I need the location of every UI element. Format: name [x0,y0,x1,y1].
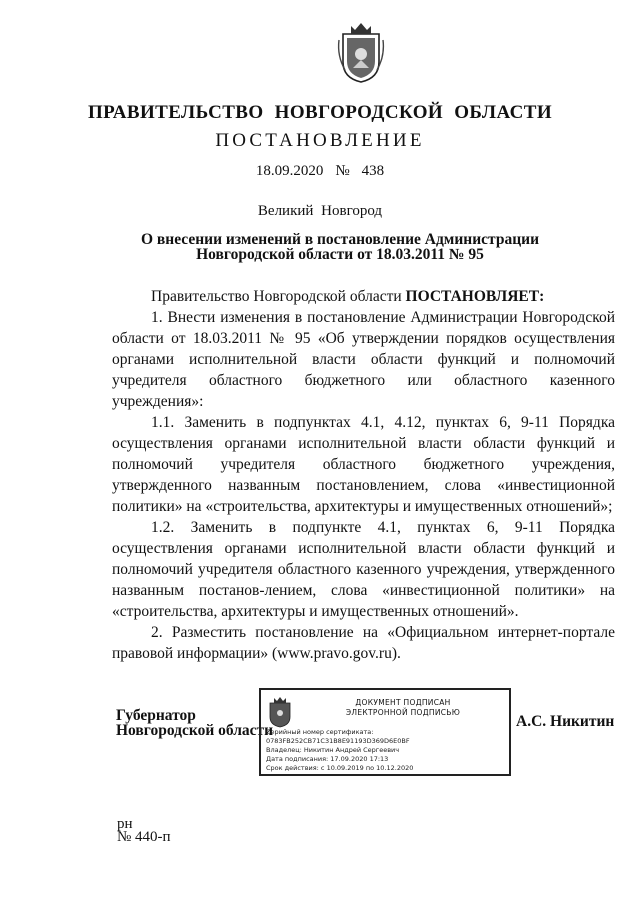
number-sign: № [335,163,350,179]
document-body [112,286,615,664]
stamp-owner: Владелец: Никитин Андрей Сергеевич [266,746,400,754]
subject-line-1: О внесении изменений в постановление Администрации [140,231,539,248]
city: Великий Новгород [257,203,383,219]
footer-ref-number: № 440-п [117,829,171,845]
stamp-title [303,698,503,718]
stamp-title-line-1: ДОКУМЕНТ ПОДПИСАН [355,698,451,707]
stamp-emblem-icon [267,696,293,728]
subject-line-2: Новгородской области от 18.03.2011 № 95 [196,246,484,263]
footer-initials: рн [117,816,133,832]
paragraph-2: 2. Разместить постановление на «Официальном интернет-портале правовой информации» (www.pravo.gov.ru). [112,624,615,662]
intro-paragraph [112,286,615,307]
document-subject [110,232,570,262]
document-type: ПОСТАНОВЛЕНИЕ [215,130,425,151]
document-number: 438 [361,163,385,179]
paragraph-1: 1. Внести изменения в постановление Администрации Новгородской области от 18.03.2011 № 95 «Об утверждении порядков осуществления органами исполнительной власти области функций и полномочий учредителя областного бюджетного или областного казенного учреждения»: [112,309,615,410]
intro-bold: ПОСТАНОВЛЯЕТ: [405,288,545,305]
signatory-name: А.С. Никитин [516,713,615,730]
footer-reference [117,818,171,844]
paragraph-1-2: 1.2. Заменить в подпункте 4.1, пунктах 6, 9-11 Порядка осуществления органами исполнительной власти области функций и полномочий учредителя областного казенного учреждения, утвержденного названным постанов-лением, слова «инвестиционной политики» на «строительства, архитектуры и имущественных отношений». [112,519,615,620]
stamp-serial-label: Серийный номер сертификата: [266,728,374,736]
stamp-signed-date: Дата подписания: 17.09.2020 17:13 [266,755,389,763]
stamp-validity: Срок действия: с 10.09.2019 по 10.12.2020 [266,764,414,772]
intro-text: Правительство Новгородской области [151,288,406,305]
signatory-position [116,708,273,738]
position-line-1: Губернатор [116,707,196,724]
paragraph-1-1: 1.1. Заменить в подпунктах 4.1, 4.12, пунктах 6, 9-11 Порядка осуществления органами исполнительной власти области функций и полномочий учредителя областного бюджетного учреждения, утвержденного названным постановлением, слова «инвестиционной политики» на «строительства, архитектуры и имущественных отношений»; [112,414,615,515]
position-line-2: Новгородской области [116,722,274,739]
document-date: 18.09.2020 [255,163,324,179]
stamp-details [266,728,413,773]
electronic-signature-stamp [259,688,511,776]
government-title: ПРАВИТЕЛЬСТВО НОВГОРОДСКОЙ ОБЛАСТИ [88,102,552,123]
stamp-title-line-2: ЭЛЕКТРОННОЙ ПОДПИСЬЮ [345,708,461,717]
coat-of-arms-emblem [335,20,387,84]
stamp-serial: 0783FB252CB71C31B8E91193D369D6E0BF [266,737,410,745]
date-number-line [0,163,640,180]
